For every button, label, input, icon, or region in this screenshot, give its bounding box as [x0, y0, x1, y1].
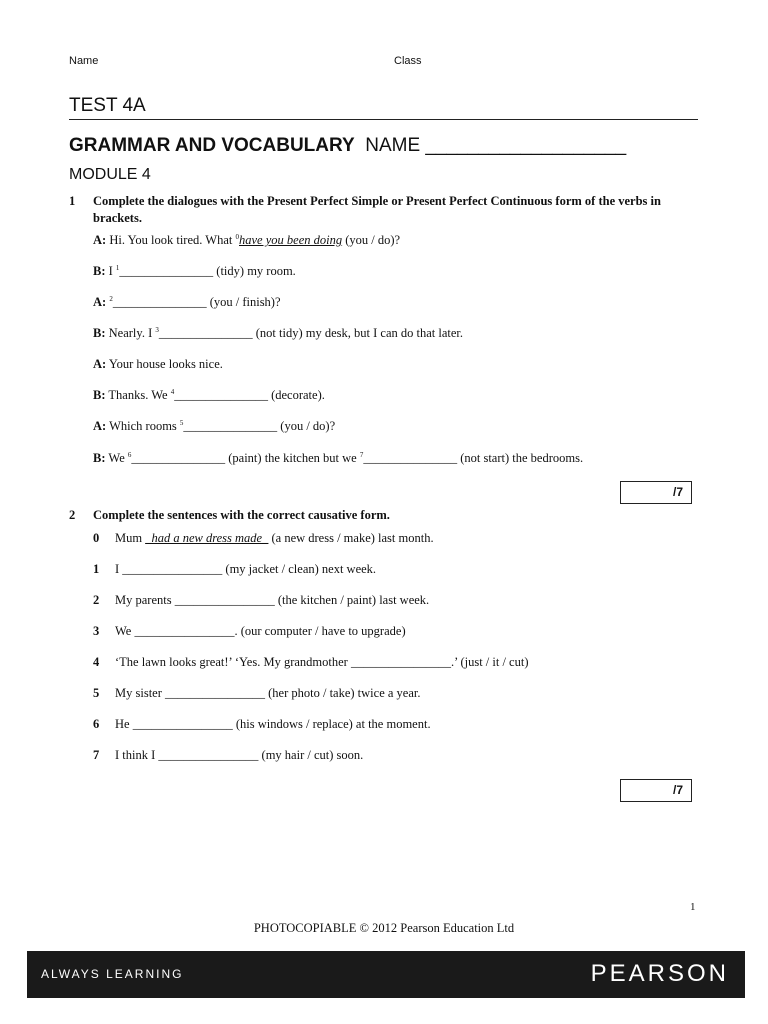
answer-blank[interactable]: ________________ — [158, 748, 259, 762]
sentence-item — [93, 748, 363, 763]
item-number: 3 — [155, 326, 159, 334]
sentence-item — [93, 717, 431, 732]
verb-prompt: .’ (just / it / cut) — [450, 655, 529, 669]
verb-prompt: (you / do)? — [342, 233, 401, 247]
item-number: 0 — [235, 233, 239, 241]
verb-prompt: (not start) the bedrooms. — [457, 451, 584, 465]
example-answer: _had a new dress made_ — [145, 531, 269, 545]
item-number: 2 — [93, 593, 100, 607]
item-number: 7 — [359, 451, 364, 459]
item-number: 7 — [93, 748, 100, 762]
dialogue-line — [93, 388, 325, 403]
speaker-label: A: — [93, 233, 107, 247]
page-number: 1 — [690, 901, 696, 913]
sentence-item — [93, 686, 421, 701]
answer-blank[interactable]: ________________ — [132, 717, 233, 731]
verb-prompt: (paint) the kitchen but we — [225, 451, 360, 465]
answer-blank[interactable]: _______________ — [119, 264, 214, 278]
dialogue-text: Nearly. I — [105, 326, 156, 340]
item-number: 6 — [127, 451, 132, 459]
item-number: 1 — [93, 562, 100, 576]
verb-prompt: (you / do)? — [277, 419, 336, 433]
tagline: ALWAYS LEARNING — [41, 967, 184, 981]
answer-blank[interactable]: _______________ — [363, 451, 458, 465]
dialogue-line — [93, 233, 400, 248]
sentence-item — [93, 593, 429, 608]
brand-logo: PEARSON — [590, 960, 729, 987]
section-title: GRAMMAR AND VOCABULARY — [69, 135, 355, 156]
answer-blank[interactable]: ________________ — [350, 655, 451, 669]
dialogue-text: Which rooms — [106, 419, 180, 433]
answer-blank[interactable]: _______________ — [174, 388, 268, 402]
item-number: 5 — [93, 686, 100, 700]
item-number: 4 — [93, 655, 100, 669]
speaker-label: B: — [93, 388, 106, 402]
item-number: 0 — [93, 531, 100, 545]
score-box-1[interactable]: /7 — [620, 481, 692, 504]
sentence-text: I think I — [115, 748, 159, 762]
sentence-text: Mum — [115, 531, 146, 545]
answer-blank[interactable]: _______________ — [131, 451, 226, 465]
speaker-label: A: — [93, 295, 107, 309]
answer-blank[interactable]: ________________ — [122, 562, 223, 576]
score-box-2[interactable]: /7 — [620, 779, 692, 802]
answer-blank[interactable]: _______________ — [183, 419, 278, 433]
verb-prompt: (decorate). — [267, 388, 325, 402]
dialogue-text: Your house looks nice. — [106, 357, 223, 371]
item-number: 1 — [115, 264, 120, 272]
speaker-label: A: — [93, 357, 107, 371]
speaker-label: B: — [93, 264, 106, 278]
example-answer: have you been doing — [239, 233, 343, 247]
speaker-label: B: — [93, 326, 106, 340]
item-number: 5 — [179, 419, 184, 427]
class-label: Class — [394, 55, 422, 67]
verb-prompt: (the kitchen / paint) last week. — [274, 593, 430, 607]
instruction-text: Complete the dialogues with the Present Perfect Simple or Present Perfect Continuous form of the verbs in brackets. — [93, 194, 661, 225]
sentence-item — [93, 562, 376, 577]
answer-blank[interactable]: _______________ — [112, 295, 207, 309]
verb-prompt: . (our computer / have to upgrade) — [234, 624, 406, 638]
publisher-bar — [27, 951, 745, 998]
dialogue-text: I — [105, 264, 116, 278]
title-divider — [69, 119, 698, 120]
answer-blank[interactable]: ________________ — [134, 624, 235, 638]
verb-prompt: (a new dress / make) last month. — [268, 531, 434, 545]
section-heading — [69, 135, 626, 157]
item-number: 3 — [93, 624, 100, 638]
answer-blank[interactable]: _______________ — [158, 326, 253, 340]
sentence-text: I — [115, 562, 123, 576]
verb-prompt: (my hair / cut) soon. — [258, 748, 364, 762]
dialogue-line — [93, 451, 583, 466]
speaker-label: A: — [93, 419, 107, 433]
dialogue-line — [93, 326, 463, 341]
sentence-item — [93, 624, 406, 639]
item-number: 6 — [93, 717, 100, 731]
name-field[interactable]: NAME ___________________ — [365, 135, 627, 156]
instruction-text: Complete the sentences with the correct causative form. — [93, 508, 390, 522]
sentence-item — [93, 531, 434, 546]
verb-prompt: (not tidy) my desk, but I can do that later. — [252, 326, 463, 340]
copyright-notice: PHOTOCOPIABLE © 2012 Pearson Education Ltd — [253, 921, 515, 935]
sentence-text: ‘The lawn looks great!’ ‘Yes. My grandmother — [115, 655, 351, 669]
sentence-item — [93, 655, 529, 670]
dialogue-line — [93, 357, 223, 372]
test-title: TEST 4A — [69, 95, 146, 116]
dialogue-line — [93, 264, 296, 279]
dialogue-text: Hi. You look tired. What — [106, 233, 236, 247]
question-2-instruction — [69, 507, 699, 524]
answer-blank[interactable]: ________________ — [165, 686, 265, 700]
sentence-text: My parents — [115, 593, 175, 607]
verb-prompt: (his windows / replace) at the moment. — [232, 717, 431, 731]
dialogue-text: We — [105, 451, 128, 465]
sentence-text: We — [115, 624, 135, 638]
question-number: 2 — [69, 508, 76, 522]
item-number: 2 — [109, 295, 113, 303]
item-number: 4 — [170, 388, 175, 396]
verb-prompt: (tidy) my room. — [213, 264, 296, 278]
verb-prompt: (my jacket / clean) next week. — [222, 562, 377, 576]
module-title: MODULE 4 — [69, 166, 151, 183]
name-label: Name — [69, 55, 99, 67]
verb-prompt: (her photo / take) twice a year. — [265, 686, 421, 700]
dialogue-line — [93, 295, 281, 310]
speaker-label: B: — [93, 451, 106, 465]
question-1-instruction — [69, 193, 699, 227]
dialogue-line — [93, 419, 335, 434]
dialogue-text: Thanks. We — [105, 388, 171, 402]
sentence-text: My sister — [115, 686, 165, 700]
verb-prompt: (you / finish)? — [206, 295, 281, 309]
sentence-text: He — [115, 717, 133, 731]
answer-blank[interactable]: ________________ — [174, 593, 275, 607]
question-number: 1 — [69, 194, 76, 208]
